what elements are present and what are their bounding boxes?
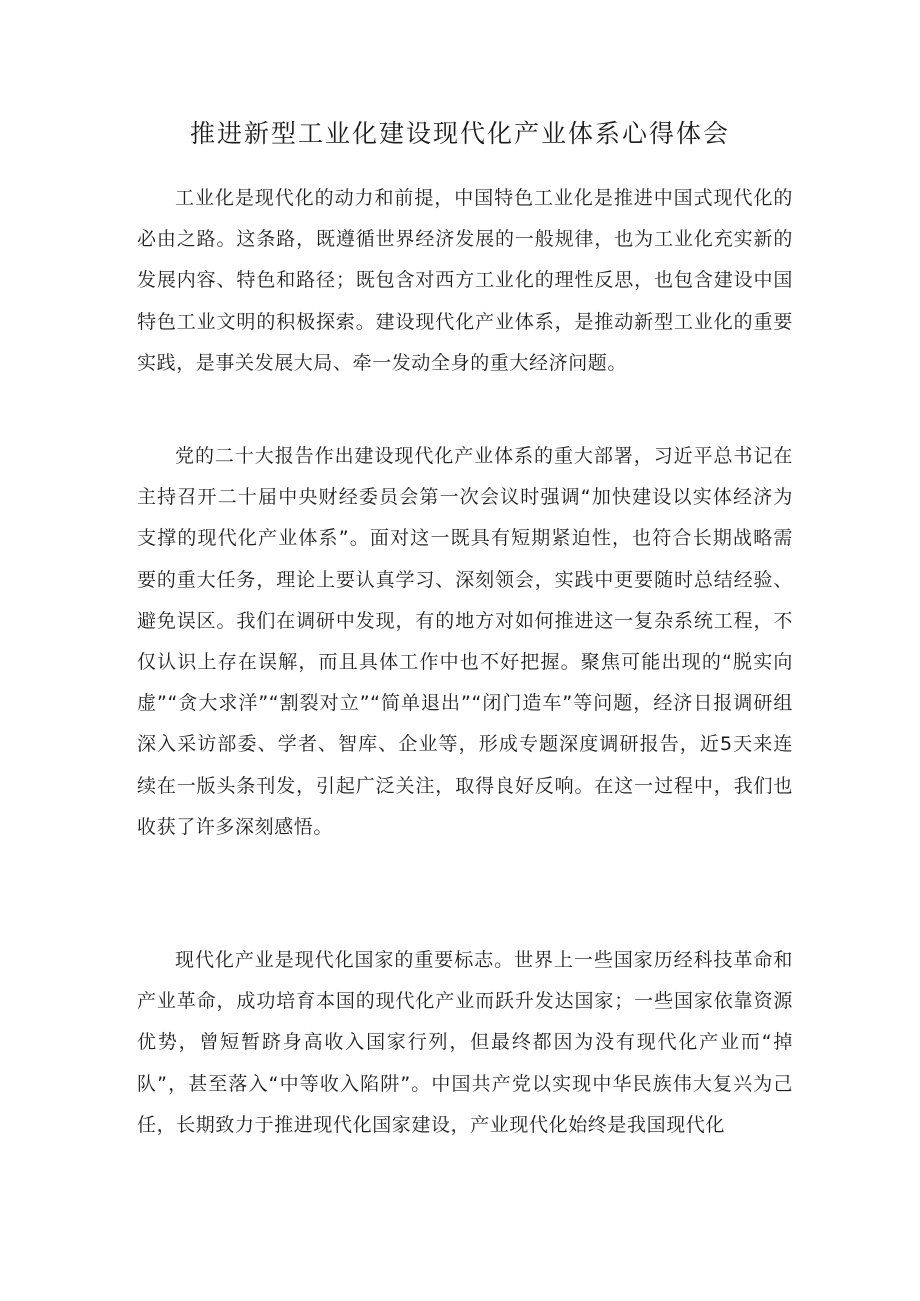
document-title: 推进新型工业化建设现代化产业体系心得体会 <box>189 119 730 148</box>
body-paragraph-2: 党的二十大报告作出建设现代化产业体系的重大部署，习近平总书记在主持召开二十届中央财经委员会第一次会议时强调“加快建设以实体经济为支撑的现代化产业体系”。面对这一既具有短期紧迫性，也符合长期战略需要的重大任务，理论上要认真学习、深刻领会，实践中更要随时总结经验、避免误区。我们在调研中发现，有的地方对如何推进这一复杂系统工程，不仅认识上存在误解，而且具体工作中也不好把握。聚焦可能出现的“脱实向虚”“贪大求洋”“割裂对立”“简单退出”“闭门造车”等问题，经济日报调研组深入采访部委、学者、智库、企业等，形成专题深度调研报告，近5天来连续在一版头条刊发，引起广泛关注，取得良好反响。在这一过程中，我们也收获了许多深刻感悟。 <box>137 445 793 838</box>
body-paragraph-3: 现代化产业是现代化国家的重要标志。世界上一些国家历经科技革命和产业革命，成功培育本国的现代化产业而跃升发达国家；一些国家依靠资源优势，曾短暂跻身高收入国家行列，但最终都因为没有现代化产业而“掉队”，甚至落入“中等收入陷阱”。中国共产党以实现中华民族伟大复兴为己任，长期致力于推进现代化国家建设，产业现代化始终是我国现代化 <box>137 949 793 1136</box>
body-paragraph-1: 工业化是现代化的动力和前提，中国特色工业化是推进中国式现代化的必由之路。这条路，既遵循世界经济发展的一般规律，也为工业化充实新的发展内容、特色和路径；既包含对西方工业化的理性反思，也包含建设中国特色工业文明的积极探索。建设现代化产业体系，是推动新型工业化的重要实践，是事关发展大局、牵一发动全身的重大经济问题。 <box>137 187 793 374</box>
